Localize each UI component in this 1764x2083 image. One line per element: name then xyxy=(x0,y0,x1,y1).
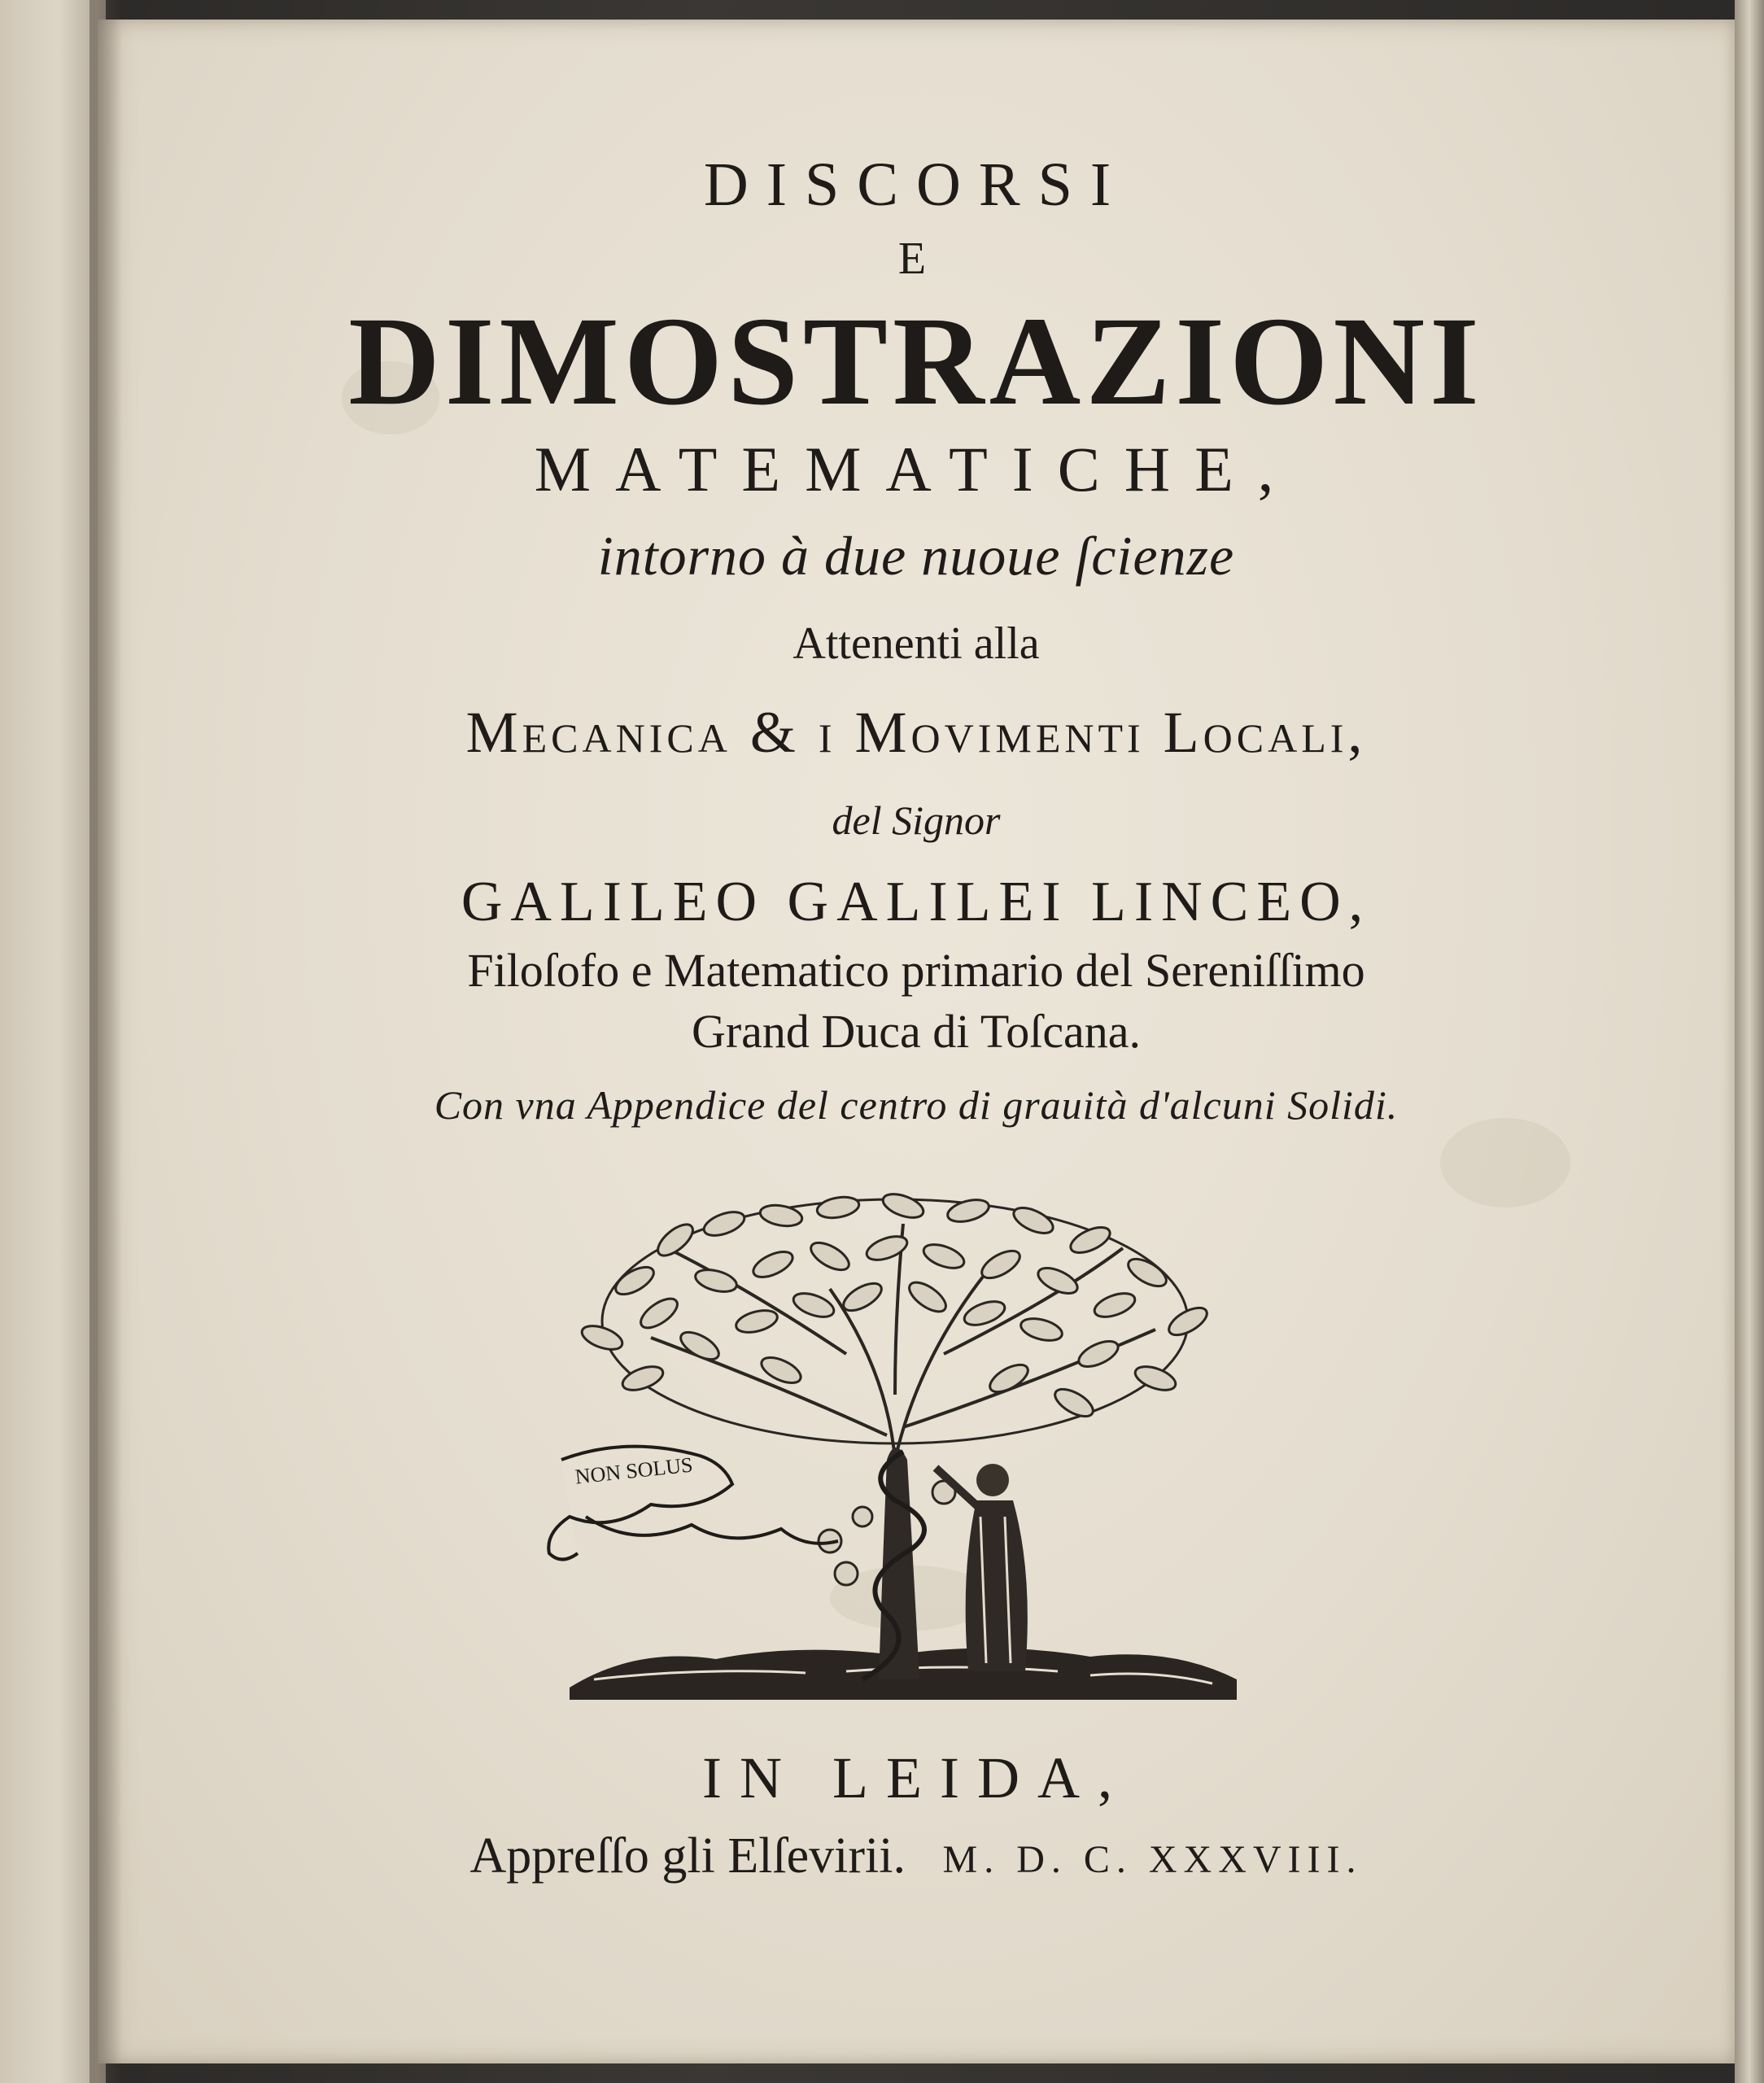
imprint-line xyxy=(98,1828,1735,1885)
imprint-year: M. D. C. XXXVIII. xyxy=(942,1838,1363,1881)
gutter-shadow xyxy=(90,0,122,2083)
author-name: GALILEO GALILEI LINCEO, xyxy=(461,871,1372,933)
paper-stain xyxy=(1440,1118,1570,1207)
title-dimostrazioni: DIMOSTRAZIONI xyxy=(348,290,1484,431)
title-matematiche: MATEMATICHE, xyxy=(534,434,1299,504)
title-discorsi: DISCORSI xyxy=(703,151,1129,219)
author-role-line-2: Grand Duca di Toſcana. xyxy=(691,1005,1142,1058)
tree-canopy xyxy=(579,1191,1211,1460)
imprint-publisher: Appreſſo gli Elſevirii. xyxy=(469,1828,906,1884)
right-page-edges xyxy=(1735,0,1764,2083)
appendix-line: Con vna Appendice del centro di grauità d'alcuni Solidi. xyxy=(434,1082,1399,1128)
del-signor-line: del Signor xyxy=(832,797,1001,843)
title-page xyxy=(98,20,1735,2063)
motto-text: NON SOLUS xyxy=(574,1452,694,1489)
topics-line: Mecanica & i Movimenti Locali, xyxy=(465,700,1367,765)
title-conjunction: E xyxy=(897,234,935,284)
attenenti-line: Attenenti alla xyxy=(792,618,1040,669)
printers-device-woodcut xyxy=(537,1191,1253,1712)
subtitle: intorno à due nuoue ſcienze xyxy=(597,525,1235,587)
imprint-place: IN LEIDA, xyxy=(702,1745,1130,1810)
author-role-line-1: Filoſofo e Matematico primario del Sereniſſimo xyxy=(467,944,1365,997)
